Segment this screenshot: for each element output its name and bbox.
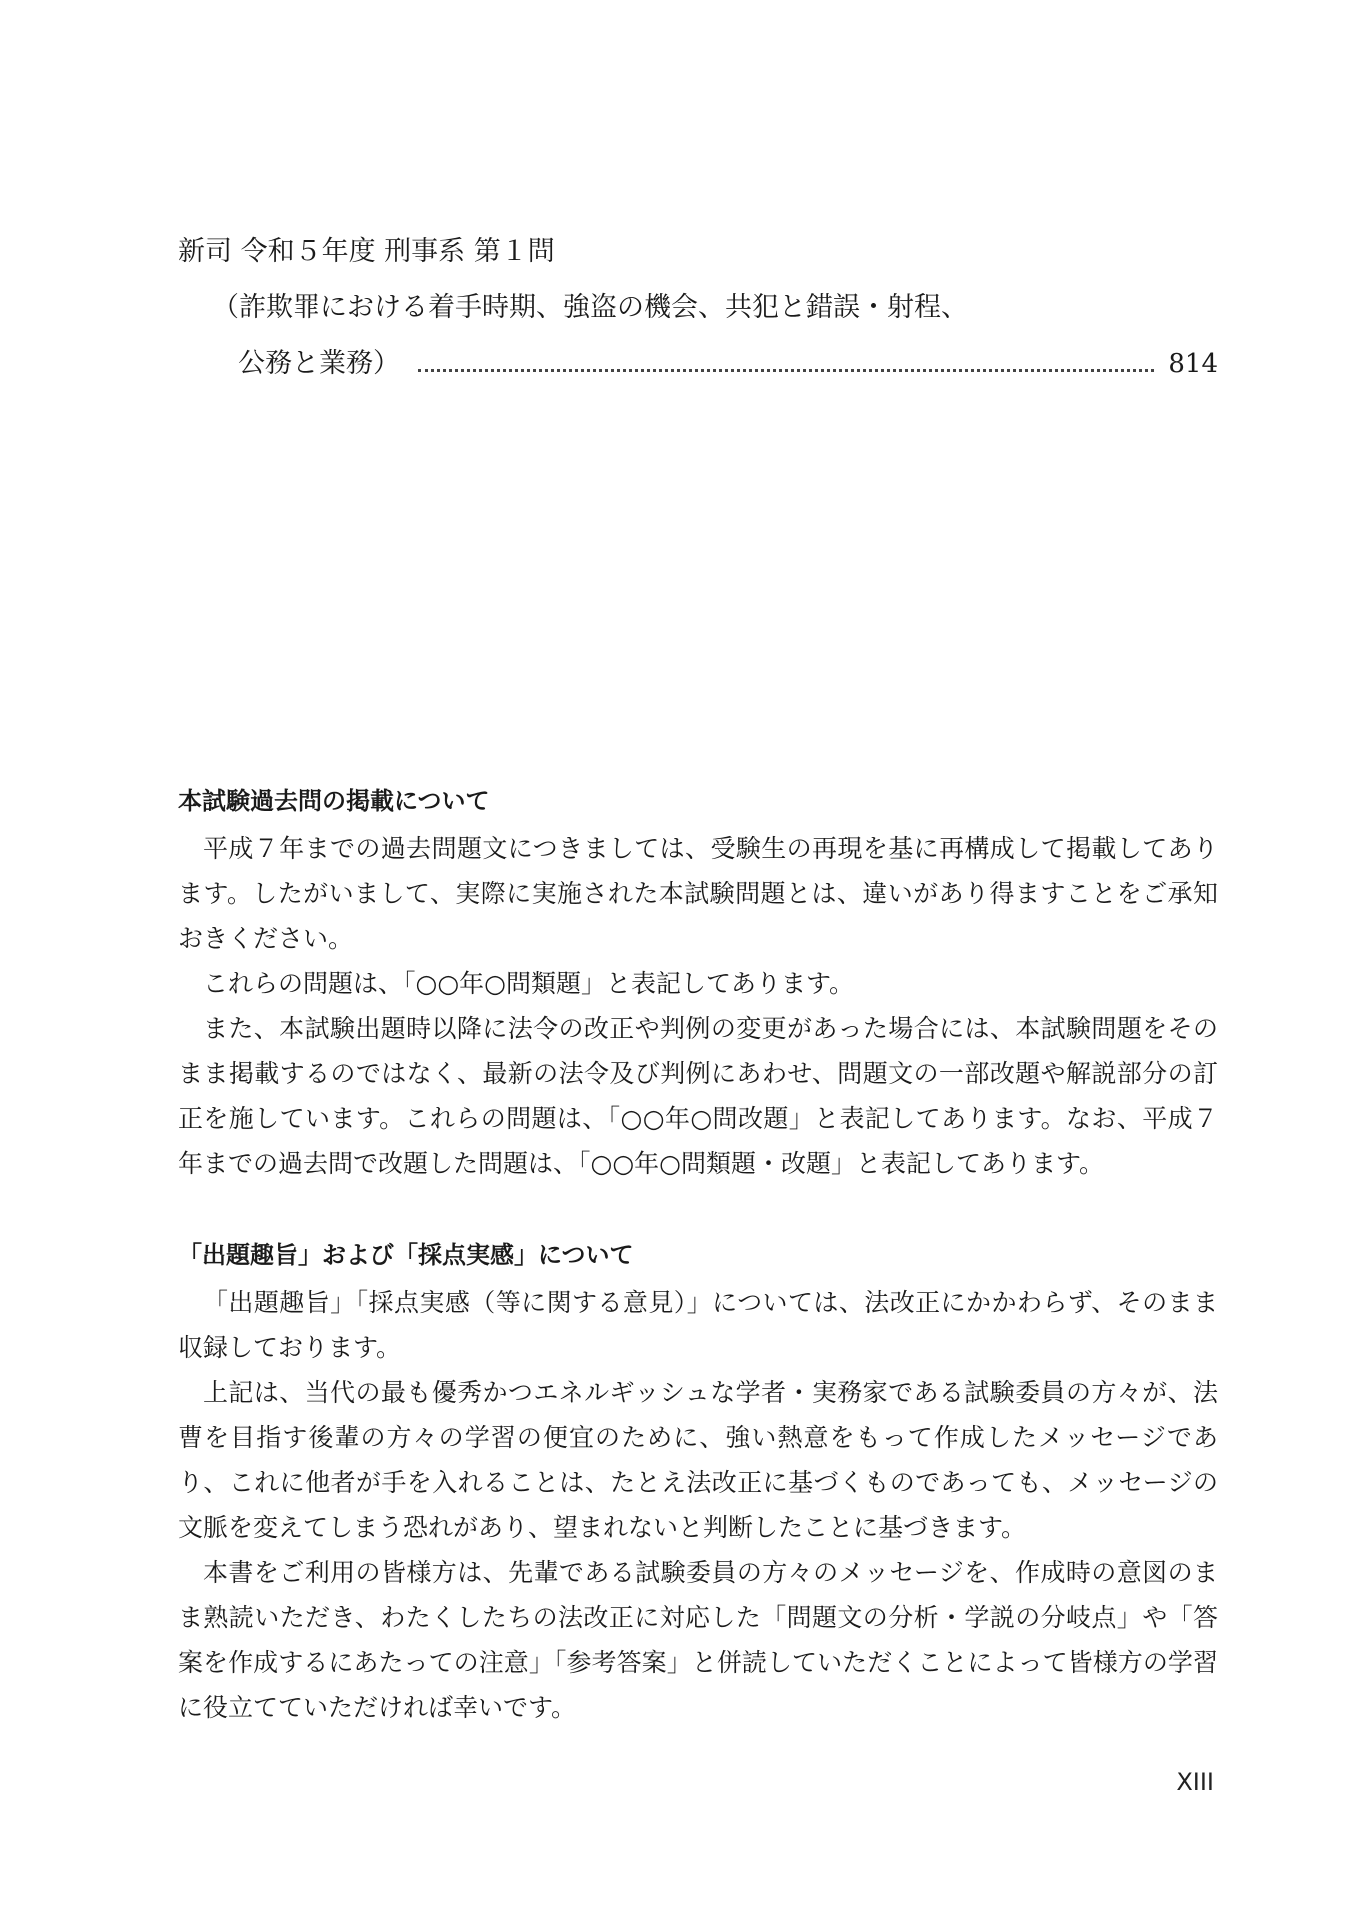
paragraph: 本書をご利用の皆様方は、先輩である試験委員の方々のメッセージを、作成時の意図のまま熟読いただき、わたくしたちの法改正に対応した「問題文の分析・学説の分岐点」や「答案を作成するにあたっての注意」「参考答案」と併読していただくことによって皆様方の学習に役立てていただければ幸いです。 — [178, 1558, 1218, 1722]
toc-entry-title: 新司 令和５年度 刑事系 第１問 — [178, 236, 555, 267]
toc-entry-row[interactable] — [238, 344, 1218, 384]
section-heading: 「出題趣旨」および「採点実感」について — [178, 1241, 634, 1269]
paragraph: 平成７年までの過去問題文につきましては、受験生の再現を基に再構成して掲載してあります。したがいまして、実際に実施された本試験問題とは、違いがあり得ますことをご承知おきください。 — [178, 834, 1218, 953]
toc-entry-subtitle-line2: 公務と業務） — [238, 348, 400, 379]
section-heading: 本試験過去問の掲載について — [178, 787, 490, 815]
dot-leader — [418, 369, 1154, 372]
section-past-exam-notice — [178, 784, 1218, 1186]
toc-entry-subtitle-line1: （詐欺罪における着手時期、強盗の機会、共犯と錯誤・射程、 — [212, 292, 968, 323]
page-folio: XIII — [1176, 1768, 1214, 1796]
paragraph: 上記は、当代の最も優秀かつエネルギッシュな学者・実務家である試験委員の方々が、法曹を目指す後輩の方々の学習の便宜のために、強い熱意をもって作成したメッセージであり、これに他者が手を入れることは、たとえ法改正に基づくものであっても、メッセージの文脈を変えてしまう恐れがあり、望まれないと判断したことに基づきます。 — [178, 1378, 1218, 1542]
paragraph: これらの問題は、「○○年○問類題」と表記してあります。 — [203, 969, 854, 998]
toc-page-number: 814 — [1168, 349, 1218, 379]
paragraph: また、本試験出題時以降に法令の改正や判例の変更があった場合には、本試験問題をそのまま掲載するのではなく、最新の法令及び判例にあわせ、問題文の一部改題や解説部分の訂正を施しています。これらの問題は、「○○年○問改題」と表記してあります。なお、平成７年までの過去問で改題した問題は、「○○年○問類題・改題」と表記してあります。 — [178, 1014, 1218, 1178]
section-grading-notes — [178, 1238, 1218, 1730]
paragraph: 「出題趣旨」「採点実感（等に関する意見）」については、法改正にかかわらず、そのまま収録しております。 — [178, 1288, 1218, 1362]
